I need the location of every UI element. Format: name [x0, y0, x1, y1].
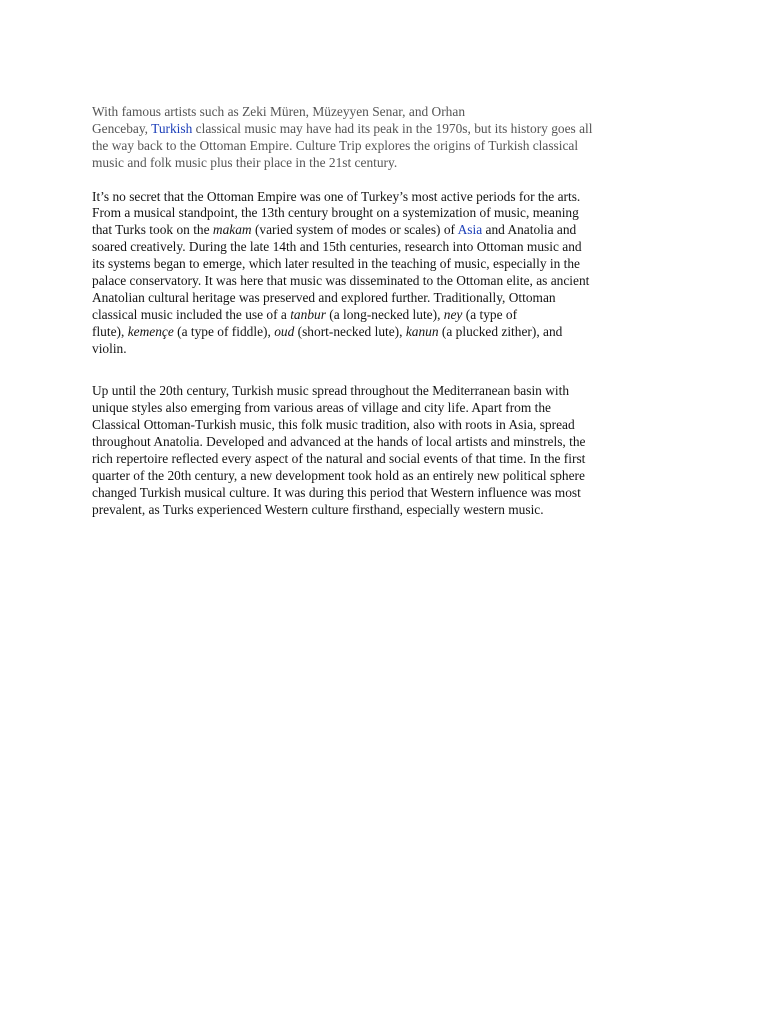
text-line: [92, 341, 682, 358]
text-run: its systems began to emerge, which later resulted in the teaching of music, especially in the: [92, 256, 580, 272]
folk-music-paragraph: [92, 383, 682, 518]
text-line: [92, 239, 682, 256]
text-run: palace conservatory. It was here that music was disseminated to the Ottoman elite, as ancient: [92, 273, 590, 289]
text-run: quarter of the 20th century, a new development took hold as an entirely new political sphere: [92, 467, 585, 483]
text-run: Gencebay,: [92, 120, 152, 136]
text-run: (short-necked lute),: [294, 323, 406, 339]
text-line: [92, 417, 682, 434]
text-run: From a musical standpoint, the 13th century brought on a systemization of music, meaning: [92, 205, 579, 221]
text-run: (varied system of modes or scales) of: [251, 222, 458, 238]
text-run: and Anatolia and: [482, 222, 577, 238]
text-line: [92, 222, 682, 239]
term-oud: oud: [274, 323, 295, 339]
asia-link[interactable]: Asia: [457, 222, 483, 238]
text-run: the way back to the Ottoman Empire. Culture Trip explores the origins of Turkish classical: [92, 137, 579, 153]
turkish-link[interactable]: Turkish: [151, 120, 193, 136]
text-run: changed Turkish musical culture. It was during this period that Western influence was most: [92, 484, 581, 500]
text-line: [92, 205, 682, 222]
text-line: [92, 468, 682, 485]
text-run: rich repertoire reflected every aspect of the natural and social events of that time. In the first: [92, 451, 586, 467]
intro-paragraph: [92, 104, 682, 172]
text-run: classical music included the use of a: [92, 306, 291, 322]
ottoman-music-paragraph: [92, 189, 682, 358]
term-tanbur: tanbur: [290, 306, 326, 322]
text-line: [92, 434, 682, 451]
text-line: [92, 324, 682, 341]
text-line: [92, 256, 682, 273]
text-line: [92, 104, 682, 121]
term-kemence: kemençe: [127, 323, 174, 339]
text-run: flute),: [92, 323, 128, 339]
text-line: [92, 307, 682, 324]
text-line: [92, 383, 682, 400]
term-ney: ney: [443, 306, 463, 322]
term-makam: makam: [212, 222, 252, 238]
text-line: [92, 400, 682, 417]
text-line: [92, 121, 682, 138]
text-run: Classical Ottoman-Turkish music, this folk music tradition, also with roots in Asia, spread: [92, 417, 575, 433]
text-run: (a type of: [462, 306, 518, 322]
text-run: classical music may have had its peak in the 1970s, but its history goes all: [192, 120, 593, 136]
text-line: [92, 451, 682, 468]
text-run: With famous artists such as Zeki Müren, Müzeyyen Senar, and Orhan: [92, 104, 466, 119]
text-run: (a long-necked lute),: [325, 306, 444, 322]
text-line: [92, 138, 682, 155]
text-run: music and folk music plus their place in the 21st century.: [92, 154, 398, 170]
text-run: prevalent, as Turks experienced Western culture firsthand, especially western music.: [92, 501, 544, 517]
text-line: [92, 189, 682, 206]
text-line: [92, 290, 682, 307]
text-run: soared creatively. During the late 14th and 15th centuries, research into Ottoman music and: [92, 239, 582, 255]
text-run: It’s no secret that the Ottoman Empire was one of Turkey’s most active periods for the arts.: [92, 188, 581, 204]
term-kanun: kanun: [405, 323, 439, 339]
text-run: violin.: [92, 340, 127, 356]
document-page: [92, 104, 682, 519]
text-run: unique styles also emerging from various areas of village and city life. Apart from the: [92, 400, 551, 416]
text-run: throughout Anatolia. Developed and advanced at the hands of local artists and minstrels, the: [92, 434, 586, 450]
text-line: [92, 273, 682, 290]
text-run: (a type of fiddle),: [173, 323, 275, 339]
text-run: (a plucked zither), and: [438, 323, 563, 339]
text-run: Anatolian cultural heritage was preserved and explored further. Traditionally, Ottoman: [92, 289, 556, 305]
text-line: [92, 155, 682, 172]
text-run: that Turks took on the: [92, 222, 213, 238]
text-run: Up until the 20th century, Turkish music spread throughout the Mediterranean basin with: [92, 383, 570, 399]
text-line: [92, 485, 682, 502]
text-line: [92, 502, 682, 519]
